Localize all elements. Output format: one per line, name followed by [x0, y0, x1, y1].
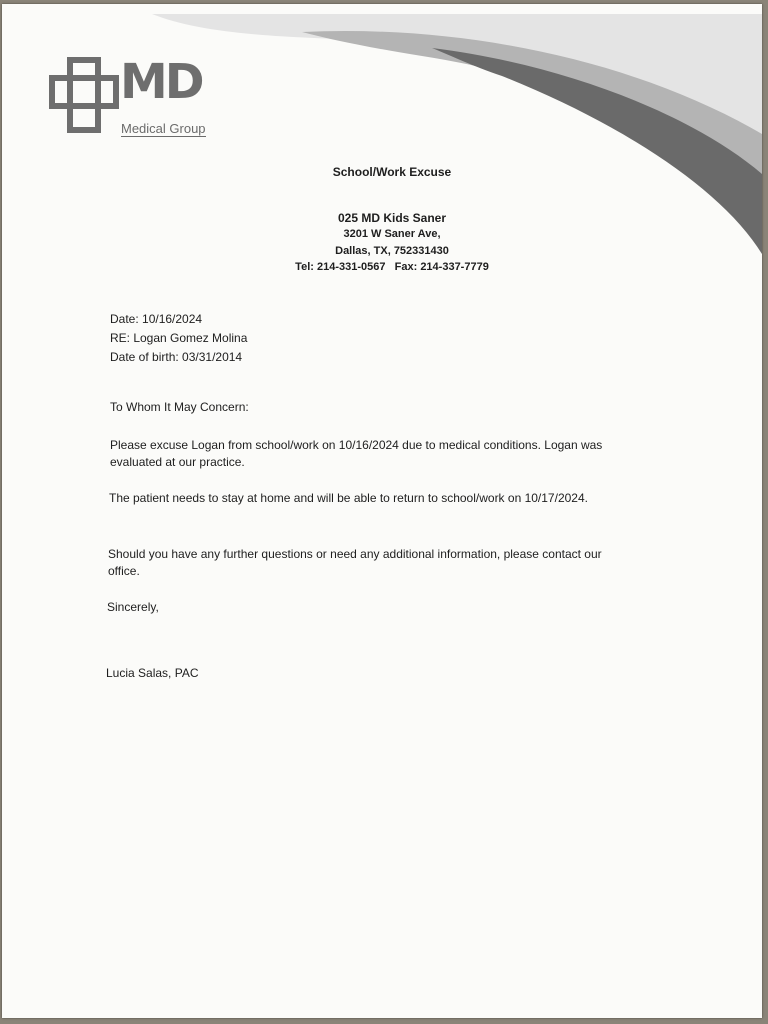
- paragraph-1-line-1: Please excuse Logan from school/work on 10/16/2024 due to medical conditions. Logan was: [110, 438, 603, 452]
- paragraph-2: The patient needs to stay at home and will be able to return to school/work on 10/17/2024.: [109, 491, 588, 505]
- signature: Lucia Salas, PAC: [106, 666, 199, 680]
- patient-dob: Date of birth: 03/31/2014: [110, 350, 243, 364]
- clinic-street: 3201 W Saner Ave,: [343, 228, 441, 240]
- letter-date: Date: 10/16/2024: [110, 312, 203, 326]
- clinic-contact: Tel: 214-331-0567 Fax: 214-337-7779: [295, 261, 489, 273]
- closing: Sincerely,: [107, 600, 159, 614]
- logo-wordmark: MD: [120, 54, 202, 110]
- clinic-city: Dallas, TX, 752331430: [335, 245, 449, 257]
- salutation: To Whom It May Concern:: [110, 400, 249, 414]
- patient-name: RE: Logan Gomez Molina: [110, 331, 248, 345]
- logo: [48, 56, 220, 140]
- paragraph-1-line-2: evaluated at our practice.: [110, 455, 245, 469]
- medical-cross-icon: [48, 56, 120, 136]
- letter-page: [2, 4, 762, 1018]
- logo-subtitle: Medical Group: [121, 121, 206, 136]
- clinic-name: 025 MD Kids Saner: [337, 211, 447, 225]
- document-title: School/Work Excuse: [332, 165, 452, 179]
- paragraph-3-line-1: Should you have any further questions or need any additional information, please contact our: [108, 547, 602, 561]
- paragraph-3-line-2: office.: [108, 564, 140, 578]
